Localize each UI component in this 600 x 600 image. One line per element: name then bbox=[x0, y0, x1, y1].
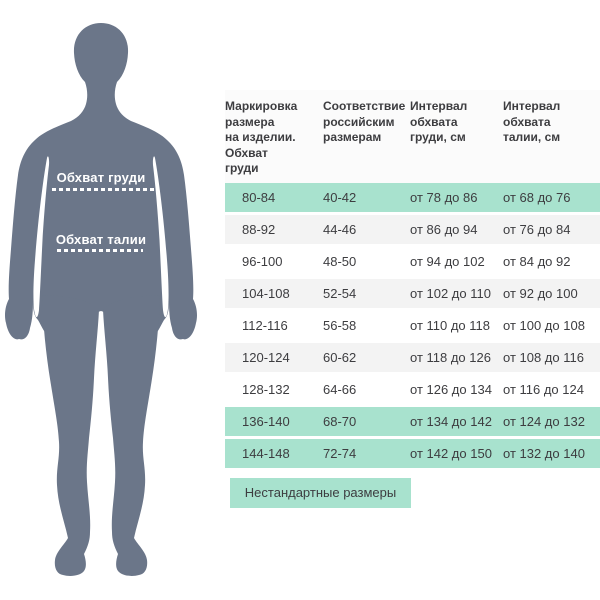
table-row bbox=[225, 247, 600, 276]
cell-chest-interval: от 78 до 86 bbox=[410, 190, 478, 205]
cell-size-marking: 112-116 bbox=[242, 318, 288, 333]
cell-size-marking: 120-124 bbox=[242, 350, 290, 365]
table-row bbox=[225, 343, 600, 372]
header-waist-interval: Интервал обхвата талии, см bbox=[503, 99, 561, 144]
cell-waist-interval: от 92 до 100 bbox=[503, 286, 578, 301]
header-russian-size: Соответствие российским размерам bbox=[323, 99, 406, 144]
cell-chest-interval: от 142 до 150 bbox=[410, 446, 492, 461]
cell-russian-size: 68-70 bbox=[323, 414, 357, 429]
waist-measure-label: Обхват талии bbox=[55, 232, 147, 247]
cell-russian-size: 40-42 bbox=[323, 190, 357, 205]
cell-waist-interval: от 68 до 76 bbox=[503, 190, 571, 205]
table-row bbox=[225, 311, 600, 340]
cell-russian-size: 48-50 bbox=[323, 254, 357, 269]
cell-russian-size: 52-54 bbox=[323, 286, 357, 301]
table-row bbox=[225, 183, 600, 212]
chest-measure-dashed-line bbox=[52, 188, 159, 191]
table-row bbox=[225, 215, 600, 244]
cell-size-marking: 88-92 bbox=[242, 222, 276, 237]
cell-waist-interval: от 76 до 84 bbox=[503, 222, 571, 237]
cell-size-marking: 96-100 bbox=[242, 254, 283, 269]
cell-size-marking: 80-84 bbox=[242, 190, 276, 205]
header-chest-interval: Интервал обхвата груди, см bbox=[410, 99, 468, 144]
cell-waist-interval: от 116 до 124 bbox=[503, 382, 584, 397]
cell-chest-interval: от 134 до 142 bbox=[410, 414, 492, 429]
cell-chest-interval: от 110 до 118 bbox=[410, 318, 490, 333]
cell-waist-interval: от 108 до 116 bbox=[503, 350, 584, 365]
cell-size-marking: 128-132 bbox=[242, 382, 290, 397]
chest-measure-label: Обхват груди bbox=[56, 170, 146, 185]
table-row bbox=[225, 375, 600, 404]
cell-russian-size: 56-58 bbox=[323, 318, 357, 333]
cell-waist-interval: от 100 до 108 bbox=[503, 318, 585, 333]
cell-russian-size: 64-66 bbox=[323, 382, 357, 397]
cell-russian-size: 60-62 bbox=[323, 350, 357, 365]
cell-size-marking: 104-108 bbox=[242, 286, 290, 301]
cell-chest-interval: от 126 до 134 bbox=[410, 382, 492, 397]
size-table bbox=[225, 90, 600, 471]
waist-measure-dashed-line bbox=[57, 249, 143, 252]
cell-chest-interval: от 102 до 110 bbox=[410, 286, 491, 301]
cell-waist-interval: от 84 до 92 bbox=[503, 254, 571, 269]
table-row bbox=[225, 439, 600, 468]
cell-waist-interval: от 124 до 132 bbox=[503, 414, 585, 429]
cell-size-marking: 136-140 bbox=[242, 414, 290, 429]
size-table-header bbox=[225, 90, 600, 183]
nonstandard-sizes-button[interactable]: Нестандартные размеры bbox=[230, 478, 411, 508]
body-silhouette-figure bbox=[0, 0, 210, 600]
cell-size-marking: 144-148 bbox=[242, 446, 290, 461]
cell-russian-size: 72-74 bbox=[323, 446, 357, 461]
cell-waist-interval: от 132 до 140 bbox=[503, 446, 585, 461]
male-silhouette-icon bbox=[0, 0, 210, 600]
cell-chest-interval: от 86 до 94 bbox=[410, 222, 478, 237]
header-size-marking: Маркировка размера на изделии. Обхват груди bbox=[225, 99, 298, 175]
cell-chest-interval: от 118 до 126 bbox=[410, 350, 491, 365]
cell-chest-interval: от 94 до 102 bbox=[410, 254, 485, 269]
cell-russian-size: 44-46 bbox=[323, 222, 357, 237]
table-row bbox=[225, 279, 600, 308]
table-row bbox=[225, 407, 600, 436]
